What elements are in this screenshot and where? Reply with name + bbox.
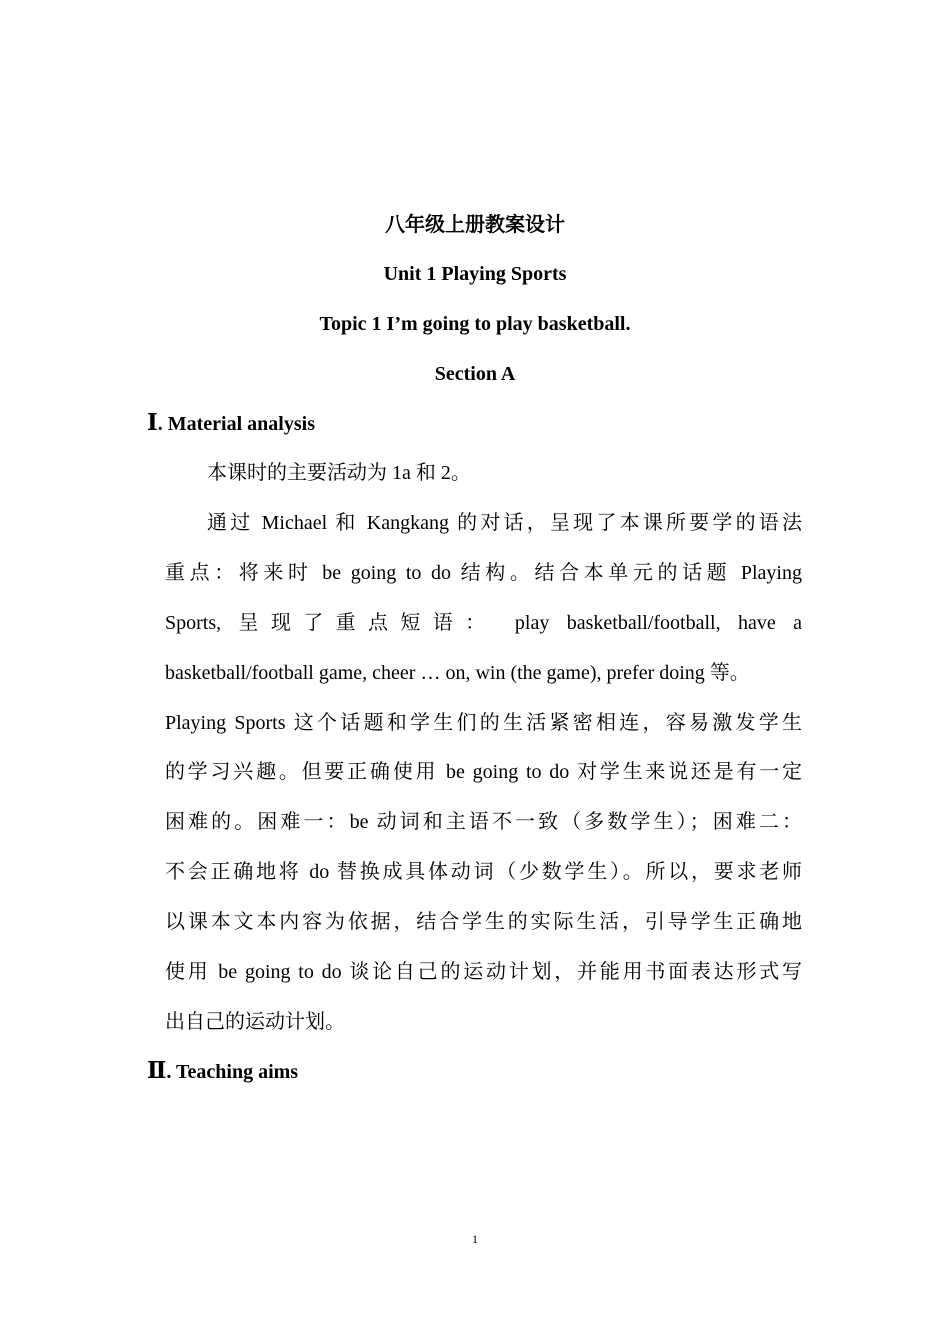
paragraph-line: 以课本文本内容为依据，结合学生的实际生活，引导学生正确地: [165, 911, 802, 933]
paragraph-line: 出自己的运动计划。: [165, 1011, 345, 1033]
material-analysis-intro: 本课时的主要活动为 1a 和 2。: [207, 462, 471, 484]
topic-title: Topic 1 I’m going to play basketball.: [319, 313, 631, 335]
material-analysis-heading: [147, 409, 315, 438]
document-title: 八年级上册教案设计: [385, 214, 565, 236]
paragraph-line: basketball/football game, cheer … on, win (the game), prefer doing 等。: [165, 662, 750, 684]
paragraph-line: 重点：将来时 be going to do 结构。结合本单元的话题 Playing: [165, 562, 802, 584]
section-numeral: Ⅰ: [147, 410, 158, 435]
unit-title: Unit 1 Playing Sports: [383, 263, 567, 285]
paragraph-line: 的学习兴趣。但要正确使用 be going to do 对学生来说还是有一定: [165, 761, 802, 783]
page-number: 1: [472, 1232, 478, 1246]
paragraph-line: 困难的。困难一：be 动词和主语不一致（多数学生）；困难二：: [165, 811, 802, 833]
paragraph-line: 通过 Michael 和 Kangkang 的对话，呈现了本课所要学的语法: [207, 512, 802, 534]
section-heading-text: . Teaching aims: [166, 1061, 299, 1083]
paragraph-line: Playing Sports 这个话题和学生们的生活紧密相连，容易激发学生: [165, 712, 802, 734]
paragraph-line: 不会正确地将 do 替换成具体动词（少数学生）。所以，要求老师: [165, 861, 802, 883]
section-numeral: Ⅱ: [147, 1058, 167, 1083]
paragraph-line: Sports, 呈现了重点短语： play basketball/football, have a: [165, 612, 802, 634]
paragraph-line: 使用 be going to do 谈论自己的运动计划，并能用书面表达形式写: [165, 961, 802, 983]
section-heading-text: . Material analysis: [157, 413, 315, 435]
section-title: Section A: [434, 363, 516, 385]
teaching-aims-heading: [147, 1057, 298, 1086]
